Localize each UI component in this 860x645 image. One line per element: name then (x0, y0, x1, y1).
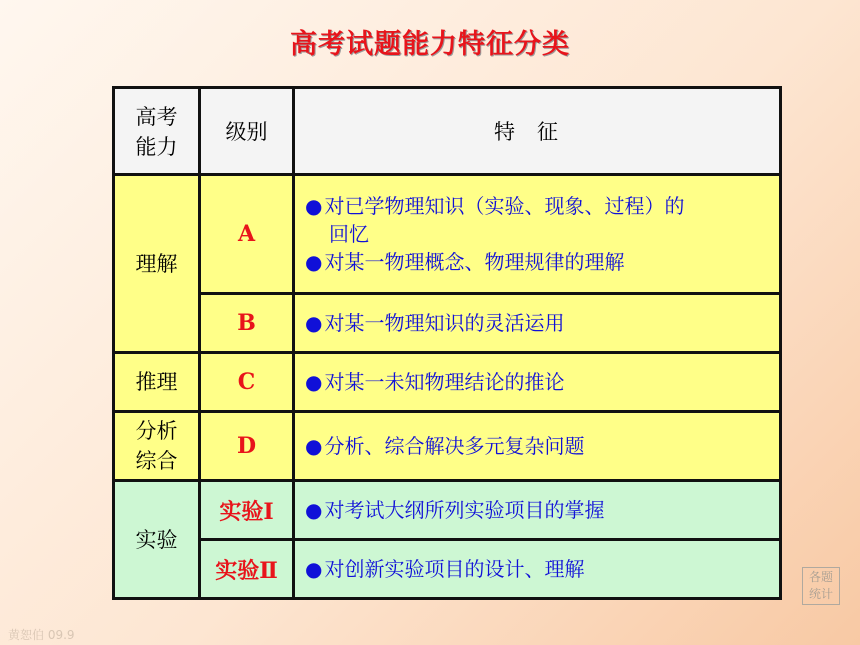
category-reasoning: 推理 (114, 353, 200, 412)
bullet-icon: ● (305, 250, 323, 274)
level-a: A (200, 175, 294, 294)
bullet-icon: ● (305, 370, 323, 394)
feature-d: ● 分析、综合解决多元复杂问题 (294, 412, 781, 481)
table-row (114, 412, 781, 481)
ability-table (112, 86, 782, 600)
bullet-icon: ● (305, 311, 323, 335)
category-experiment: 实验 (114, 481, 200, 599)
header-ability: 高考 能力 (114, 88, 200, 175)
table-row (114, 540, 781, 599)
level-d: D (200, 412, 294, 481)
page-title: 高考试题能力特征分类 (290, 29, 570, 60)
bullet-icon: ● (305, 194, 323, 218)
footer-credit: 黄恕伯 09.9 (8, 628, 75, 642)
feature-b: ● 对某一物理知识的灵活运用 (294, 294, 781, 353)
table-row (114, 353, 781, 412)
header-feature: 特征 (294, 88, 781, 175)
table-header-row (114, 88, 781, 175)
level-experiment-1: 实验Ⅰ (200, 481, 294, 540)
header-level: 级别 (200, 88, 294, 175)
table-row (114, 175, 781, 294)
category-analysis: 分析 综合 (114, 412, 200, 481)
bullet-icon: ● (305, 557, 323, 581)
level-b: B (200, 294, 294, 353)
statistics-stamp-button[interactable]: 各题 统计 (802, 567, 840, 605)
feature-experiment-2: ● 对创新实验项目的设计、理解 (294, 540, 781, 599)
bullet-icon: ● (305, 434, 323, 458)
feature-c: ● 对某一未知物理结论的推论 (294, 353, 781, 412)
level-c: C (200, 353, 294, 412)
feature-experiment-1: ● 对考试大纲所列实验项目的掌握 (294, 481, 781, 540)
table-row (114, 481, 781, 540)
level-experiment-2: 实验Ⅱ (200, 540, 294, 599)
feature-a: ● 对已学物理知识（实验、现象、过程）的 回忆 ● 对某一物理概念、物理规律的理解 (294, 175, 781, 294)
table-row (114, 294, 781, 353)
bullet-icon: ● (305, 498, 323, 522)
category-understanding: 理解 (114, 175, 200, 353)
